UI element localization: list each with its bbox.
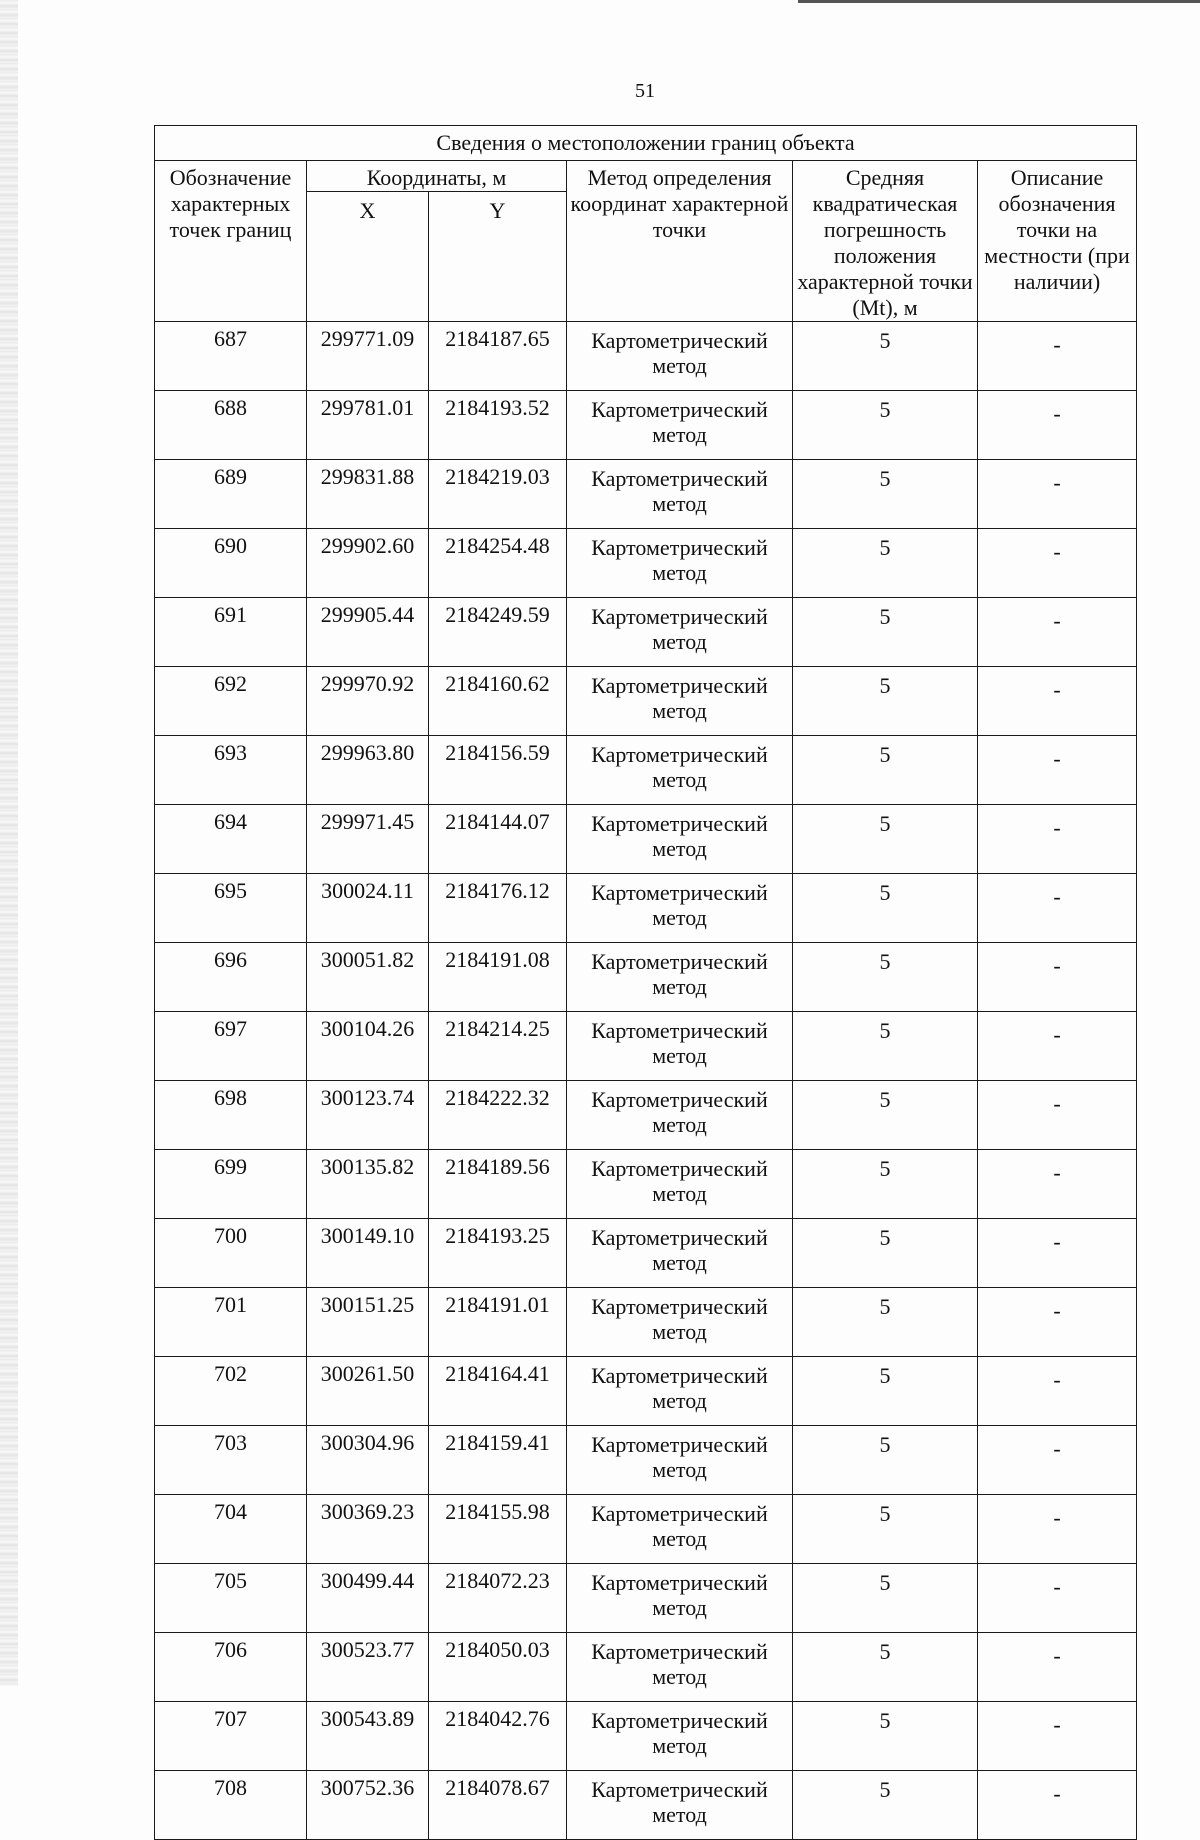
y-coordinate-cell: 2184042.76 <box>429 1702 567 1771</box>
x-coordinate-cell: 300304.96 <box>307 1426 429 1495</box>
description-cell: - <box>978 1219 1137 1288</box>
table-row <box>155 1357 1137 1426</box>
method-cell: Картометрический метод <box>567 322 793 391</box>
error-cell: 5 <box>793 1288 978 1357</box>
table-row <box>155 322 1137 391</box>
table-row <box>155 736 1137 805</box>
page-number: 51 <box>635 80 655 102</box>
y-coordinate-cell: 2184219.03 <box>429 460 567 529</box>
description-cell: - <box>978 1081 1137 1150</box>
y-coordinate-cell: 2184214.25 <box>429 1012 567 1081</box>
point-number-cell: 704 <box>155 1495 307 1564</box>
description-cell: - <box>978 322 1137 391</box>
error-cell: 5 <box>793 1219 978 1288</box>
x-coordinate-cell: 300523.77 <box>307 1633 429 1702</box>
table-row <box>155 1564 1137 1633</box>
method-cell: Картометрический метод <box>567 529 793 598</box>
top-edge-rule <box>798 0 1200 3</box>
error-cell: 5 <box>793 1150 978 1219</box>
point-number-cell: 700 <box>155 1219 307 1288</box>
x-coordinate-cell: 299905.44 <box>307 598 429 667</box>
description-cell: - <box>978 1012 1137 1081</box>
method-cell: Картометрический метод <box>567 391 793 460</box>
error-cell: 5 <box>793 1633 978 1702</box>
point-number-cell: 688 <box>155 391 307 460</box>
point-number-cell: 690 <box>155 529 307 598</box>
table-row <box>155 805 1137 874</box>
description-cell: - <box>978 736 1137 805</box>
description-cell: - <box>978 1150 1137 1219</box>
description-cell: - <box>978 460 1137 529</box>
error-cell: 5 <box>793 322 978 391</box>
description-cell: - <box>978 1357 1137 1426</box>
table-row <box>155 598 1137 667</box>
error-cell: 5 <box>793 1012 978 1081</box>
method-cell: Картометрический метод <box>567 1288 793 1357</box>
point-number-cell: 694 <box>155 805 307 874</box>
point-number-cell: 706 <box>155 1633 307 1702</box>
x-coordinate-cell: 299971.45 <box>307 805 429 874</box>
error-cell: 5 <box>793 1495 978 1564</box>
table-row <box>155 1150 1137 1219</box>
method-cell: Картометрический метод <box>567 1564 793 1633</box>
table-caption: Сведения о местоположении границ объекта <box>155 126 1137 161</box>
table-row <box>155 1702 1137 1771</box>
error-cell: 5 <box>793 1426 978 1495</box>
x-coordinate-cell: 300499.44 <box>307 1564 429 1633</box>
x-coordinate-cell: 299970.92 <box>307 667 429 736</box>
point-number-cell: 701 <box>155 1288 307 1357</box>
point-number-cell: 708 <box>155 1771 307 1840</box>
header-y: Y <box>429 192 567 322</box>
error-cell: 5 <box>793 1771 978 1840</box>
table-row <box>155 460 1137 529</box>
method-cell: Картометрический метод <box>567 1357 793 1426</box>
x-coordinate-cell: 300151.25 <box>307 1288 429 1357</box>
error-cell: 5 <box>793 1357 978 1426</box>
description-cell: - <box>978 805 1137 874</box>
x-coordinate-cell: 300024.11 <box>307 874 429 943</box>
x-coordinate-cell: 300752.36 <box>307 1771 429 1840</box>
method-cell: Картометрический метод <box>567 598 793 667</box>
table-row <box>155 1495 1137 1564</box>
y-coordinate-cell: 2184191.01 <box>429 1288 567 1357</box>
x-coordinate-cell: 299771.09 <box>307 322 429 391</box>
error-cell: 5 <box>793 598 978 667</box>
description-cell: - <box>978 1495 1137 1564</box>
header-coordinates: Координаты, м <box>307 161 567 192</box>
x-coordinate-cell: 299831.88 <box>307 460 429 529</box>
point-number-cell: 702 <box>155 1357 307 1426</box>
description-cell: - <box>978 1426 1137 1495</box>
boundary-coordinates-table <box>154 125 1137 1840</box>
x-coordinate-cell: 300051.82 <box>307 943 429 1012</box>
error-cell: 5 <box>793 667 978 736</box>
method-cell: Картометрический метод <box>567 1426 793 1495</box>
point-number-cell: 696 <box>155 943 307 1012</box>
description-cell: - <box>978 943 1137 1012</box>
x-coordinate-cell: 300369.23 <box>307 1495 429 1564</box>
y-coordinate-cell: 2184156.59 <box>429 736 567 805</box>
method-cell: Картометрический метод <box>567 874 793 943</box>
method-cell: Картометрический метод <box>567 667 793 736</box>
y-coordinate-cell: 2184191.08 <box>429 943 567 1012</box>
error-cell: 5 <box>793 460 978 529</box>
header-description: Описание обозначения точки на местности (при наличии) <box>978 161 1137 322</box>
table-row <box>155 1081 1137 1150</box>
scan-edge-artifact <box>0 0 18 1686</box>
x-coordinate-cell: 299781.01 <box>307 391 429 460</box>
table-row <box>155 1219 1137 1288</box>
header-method: Метод определения координат характерной точки <box>567 161 793 322</box>
error-cell: 5 <box>793 1702 978 1771</box>
y-coordinate-cell: 2184159.41 <box>429 1426 567 1495</box>
table-row <box>155 943 1137 1012</box>
x-coordinate-cell: 300123.74 <box>307 1081 429 1150</box>
point-number-cell: 689 <box>155 460 307 529</box>
method-cell: Картометрический метод <box>567 1150 793 1219</box>
y-coordinate-cell: 2184072.23 <box>429 1564 567 1633</box>
y-coordinate-cell: 2184144.07 <box>429 805 567 874</box>
y-coordinate-cell: 2184160.62 <box>429 667 567 736</box>
table-row <box>155 391 1137 460</box>
header-error: Средняя квадратическая погрешность положения характерной точки (Mt), м <box>793 161 978 322</box>
description-cell: - <box>978 529 1137 598</box>
error-cell: 5 <box>793 736 978 805</box>
point-number-cell: 695 <box>155 874 307 943</box>
method-cell: Картометрический метод <box>567 460 793 529</box>
x-coordinate-cell: 300149.10 <box>307 1219 429 1288</box>
description-cell: - <box>978 1564 1137 1633</box>
x-coordinate-cell: 300135.82 <box>307 1150 429 1219</box>
point-number-cell: 699 <box>155 1150 307 1219</box>
point-number-cell: 692 <box>155 667 307 736</box>
error-cell: 5 <box>793 1081 978 1150</box>
point-number-cell: 693 <box>155 736 307 805</box>
error-cell: 5 <box>793 391 978 460</box>
y-coordinate-cell: 2184078.67 <box>429 1771 567 1840</box>
y-coordinate-cell: 2184254.48 <box>429 529 567 598</box>
point-number-cell: 698 <box>155 1081 307 1150</box>
y-coordinate-cell: 2184050.03 <box>429 1633 567 1702</box>
description-cell: - <box>978 1702 1137 1771</box>
y-coordinate-cell: 2184164.41 <box>429 1357 567 1426</box>
point-number-cell: 687 <box>155 322 307 391</box>
x-coordinate-cell: 300543.89 <box>307 1702 429 1771</box>
description-cell: - <box>978 667 1137 736</box>
x-coordinate-cell: 300261.50 <box>307 1357 429 1426</box>
point-number-cell: 703 <box>155 1426 307 1495</box>
method-cell: Картометрический метод <box>567 1495 793 1564</box>
error-cell: 5 <box>793 874 978 943</box>
method-cell: Картометрический метод <box>567 1633 793 1702</box>
method-cell: Картометрический метод <box>567 1081 793 1150</box>
x-coordinate-cell: 300104.26 <box>307 1012 429 1081</box>
method-cell: Картометрический метод <box>567 1012 793 1081</box>
point-number-cell: 705 <box>155 1564 307 1633</box>
description-cell: - <box>978 598 1137 667</box>
method-cell: Картометрический метод <box>567 943 793 1012</box>
table-row <box>155 1288 1137 1357</box>
description-cell: - <box>978 1771 1137 1840</box>
error-cell: 5 <box>793 529 978 598</box>
description-cell: - <box>978 391 1137 460</box>
method-cell: Картометрический метод <box>567 736 793 805</box>
point-number-cell: 707 <box>155 1702 307 1771</box>
description-cell: - <box>978 1288 1137 1357</box>
table-row <box>155 1771 1137 1840</box>
method-cell: Картометрический метод <box>567 805 793 874</box>
table-body <box>155 322 1137 1840</box>
method-cell: Картометрический метод <box>567 1771 793 1840</box>
y-coordinate-cell: 2184222.32 <box>429 1081 567 1150</box>
table-row <box>155 1012 1137 1081</box>
description-cell: - <box>978 1633 1137 1702</box>
method-cell: Картометрический метод <box>567 1702 793 1771</box>
point-number-cell: 691 <box>155 598 307 667</box>
table-row <box>155 874 1137 943</box>
header-designation: Обозначение характерных точек границ <box>155 161 307 322</box>
y-coordinate-cell: 2184193.25 <box>429 1219 567 1288</box>
error-cell: 5 <box>793 943 978 1012</box>
y-coordinate-cell: 2184176.12 <box>429 874 567 943</box>
table-row <box>155 667 1137 736</box>
table-row <box>155 1633 1137 1702</box>
y-coordinate-cell: 2184189.56 <box>429 1150 567 1219</box>
header-x: X <box>307 192 429 322</box>
x-coordinate-cell: 299902.60 <box>307 529 429 598</box>
table-row <box>155 1426 1137 1495</box>
x-coordinate-cell: 299963.80 <box>307 736 429 805</box>
description-cell: - <box>978 874 1137 943</box>
error-cell: 5 <box>793 1564 978 1633</box>
table-row <box>155 529 1137 598</box>
y-coordinate-cell: 2184249.59 <box>429 598 567 667</box>
point-number-cell: 697 <box>155 1012 307 1081</box>
y-coordinate-cell: 2184193.52 <box>429 391 567 460</box>
error-cell: 5 <box>793 805 978 874</box>
y-coordinate-cell: 2184187.65 <box>429 322 567 391</box>
y-coordinate-cell: 2184155.98 <box>429 1495 567 1564</box>
method-cell: Картометрический метод <box>567 1219 793 1288</box>
